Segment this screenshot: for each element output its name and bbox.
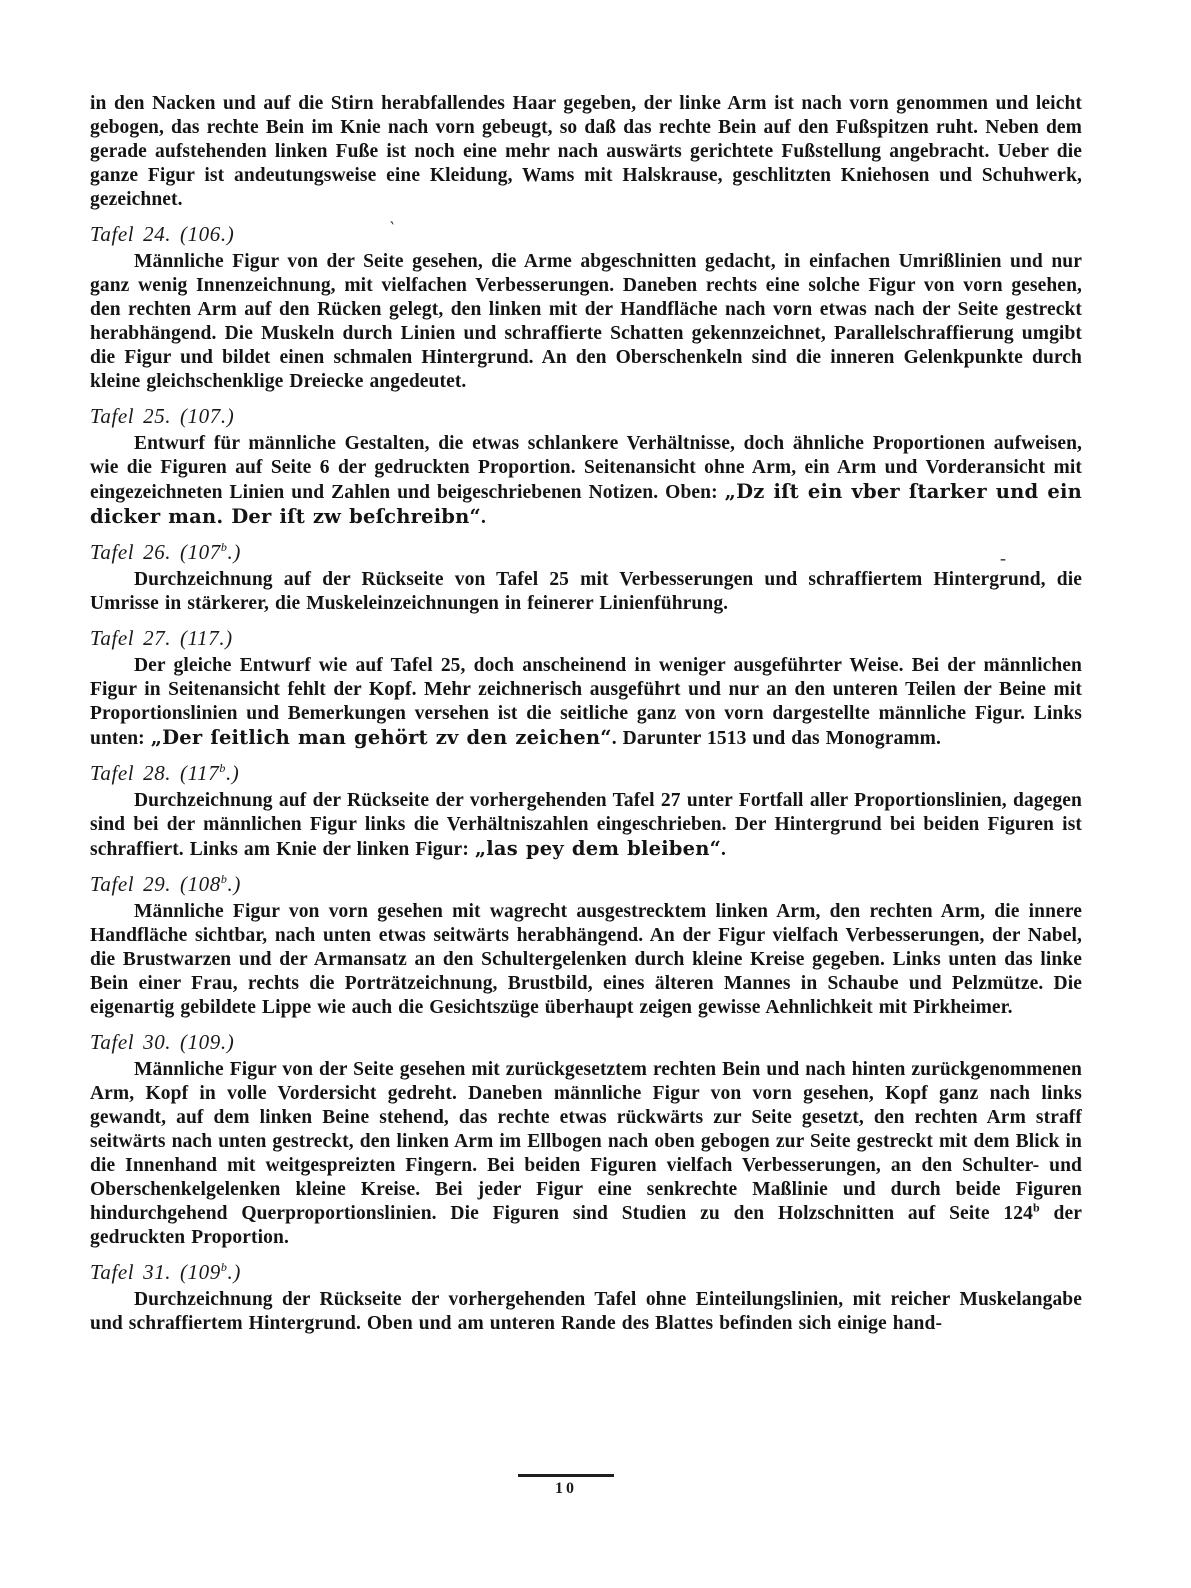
text-run: . [721, 839, 727, 860]
text-run: Männliche Figur von der Seite gesehen, die Arme abgeschnitten gedacht, in einfachen Umrißlinien und nur ganz wenig Innenzeichnung, mit vielfachen Verbesserungen. Daneben rechts eine solche Figur von vorn gesehen, den rechten Arm auf den Rücken gelegt, den linken mit der Handfläche nach vorn etwas nach der Seite gestreckt herabhängend. Die Muskeln durch Linien und schraffierte Schatten gekennzeichnet, Parallelschraffierung umgibt die Figur und bildet einen schmalen Hintergrund. An den Oberschenkeln sind die inneren Gelenkpunkte durch kleine gleichschenklige Dreiecke angedeutet. [90, 251, 1082, 392]
text-run: . Darunter 1513 und das Monogramm. [611, 728, 941, 749]
tafel-heading-31 [90, 1259, 1082, 1285]
heading-text: Tafel 29. (108 [90, 872, 221, 896]
heading-text: Tafel 30. (109 [90, 1030, 221, 1054]
tafel-paragraph-30 [90, 1058, 1082, 1250]
heading-text: .) [227, 872, 241, 896]
tafel-heading-30 [90, 1029, 1082, 1055]
tafel-heading-29 [90, 871, 1082, 897]
heading-superscript: b [220, 872, 228, 886]
fraktur-quote: „Der ſeitlich man gehört zv den zeichen“ [150, 726, 612, 749]
heading-text: .) [220, 1030, 235, 1054]
page-footer [500, 1474, 632, 1498]
tafel-paragraph-28 [90, 789, 1082, 862]
text-run: Männliche Figur von vorn gesehen mit wagrecht ausgestrecktem linken Arm, den rechten Arm, die innere Handfläche sichtbar, nach unten etwas seitwärts herabhängend. An der Figur vielfach Verbesserungen, der Nabel, die Brustwarzen und der Armansatz an den Schultergelenken durch kleine Kreise gegeben. Links unten das linke Bein einer Frau, rechts die Porträtzeichnung, Brustbild, eines älteren Mannes in Schaube und Pelzmütze. Die eigenartig gebildete Lippe wie auch die Gesichtszüge überhaupt zeigen gewisse Aehnlichkeit mit Pirkheimer. [90, 901, 1082, 1018]
heading-text: Tafel 25. (107 [90, 404, 221, 428]
text-run: Der gleiche Entwurf wie auf Tafel 25, doch anscheinend in weniger ausgeführter Weise. Bei der männlichen Figur in Seitenansicht fehlt der Kopf. Mehr zeichnerisch ausgeführt und nur an den unteren Teilen der Beine mit Proportionslinien und Bemerkungen versehen ist die seitliche ganz von vorn dargestellte männliche Figur. Links unten: [90, 655, 1082, 749]
tafel-paragraph-31 [90, 1288, 1082, 1336]
heading-text: .) [225, 761, 240, 785]
text-run: Durchzeichnung der Rückseite der vorhergehenden Tafel ohne Einteilungslinien, mit reicher Muskelangabe und schraffiertem Hintergrund. Oben und am unteren Rande des Blattes befinden sich einige hand- [90, 1289, 1082, 1334]
heading-text: .) [220, 404, 235, 428]
heading-text: Tafel 26. (107 [90, 540, 221, 564]
footer-rule [518, 1474, 614, 1477]
heading-text: .) [227, 1260, 241, 1284]
text-run: Durchzeichnung auf der Rückseite der vorhergehenden Tafel 27 unter Fortfall aller Proportionslinien, dagegen sind bei der männlichen Figur links die Verhältniszahlen eingeschrieben. Der Hintergrund bei beiden Figuren ist schraffiert. Links am Knie der linken Figur: [90, 790, 1082, 860]
heading-text: Tafel 31. (109 [90, 1260, 221, 1284]
tafel-heading-28 [90, 760, 1082, 786]
tafel-paragraph-27 [90, 654, 1082, 751]
heading-text: .) [219, 626, 233, 650]
scan-artifact-tick: ` [386, 217, 397, 239]
heading-superscript: b [219, 761, 226, 775]
heading-text: Tafel 24. (106 [90, 222, 221, 246]
text-run: Männliche Figur von der Seite gesehen mit zurückgesetztem rechten Bein und nach hinten zurückgenommenen Arm, Kopf in volle Vordersicht gedreht. Daneben männliche Figur von vorn gesehen, Kopf ganz nach links gewandt, auf dem linken Beine stehend, das rechte etwas rückwärts zur Seite gesetzt, den rechten Arm straff seitwärts nach unten gestreckt, den linken Arm im Ellbogen nach oben gebogen zur Seite gestreckt mit dem Blick in die Innenhand mit weitgespreizten Fingern. Bei beiden Figuren vielfach Verbesserungen, an den Schulter- und Oberschenkelgelenken kleine Kreise. Bei jeder Figur eine senkrechte Maßlinie und durch beide Figuren hindurchgehend Querproportionslinien. Die Figuren sind Studien zu den Holzschnitten auf Seite 124 [90, 1059, 1082, 1224]
text-run: Durchzeichnung auf der Rückseite von Tafel 25 mit Verbesserungen und schraffiertem Hintergrund, die Umrisse in stärkerer, die Muskeleinzeichnungen in feinerer Linienführung. [90, 569, 1082, 614]
tafel-heading-26 [90, 539, 1082, 565]
tafel-paragraph-29 [90, 900, 1082, 1020]
heading-text: Tafel 27. (117 [90, 626, 220, 650]
heading-superscript: b [220, 1260, 228, 1274]
page-number: 10 [555, 1480, 577, 1497]
superscript: b [1032, 1200, 1040, 1215]
tafel-heading-27 [90, 625, 1082, 651]
heading-text: .) [220, 222, 235, 246]
heading-text: Tafel 28. (117 [90, 761, 220, 785]
fraktur-quote: „las pey dem bleiben“ [474, 837, 722, 860]
intro-paragraph [90, 92, 1082, 212]
fraktur-quote: „Dz iſt ein vber ſtarker und ein dicker man. Der iſt zw beſchreibn“ [90, 480, 1082, 528]
tafel-paragraph-26 [90, 568, 1082, 616]
text-run: in den Nacken und auf die Stirn herabfallendes Haar gegeben, der linke Arm ist nach vorn genommen und leicht gebogen, das rechte Bein im Knie nach vorn gebeugt, so daß das rechte Bein auf den Fußspitzen ruht. Neben dem gerade aufstehenden linken Fuße ist noch eine mehr nach auswärts gerichtete Fußstellung angebracht. Ueber die ganze Figur ist andeutungsweise eine Kleidung, Wams mit Halskrause, geschlitzten Kniehosen und Schuhwerk, gezeichnet. [90, 93, 1082, 210]
scan-artifact-dash: - [1000, 548, 1006, 568]
text-run: der gedruckten Proportion. [90, 1203, 1082, 1248]
tafel-heading-25 [90, 403, 1082, 429]
text-run: Entwurf für männliche Gestalten, die etwas schlankere Verhältnisse, doch ähnliche Proportionen aufweisen, wie die Figuren auf Seite 6 der gedruckten Proportion. Seitenansicht ohne Arm, ein Arm und Vorderansicht mit eingezeichneten Linien und Zahlen und beigeschriebenen Notizen. Oben: [90, 433, 1082, 503]
page-text-block [90, 92, 1082, 1336]
tafel-paragraph-25 [90, 432, 1082, 530]
tafel-heading-24 [90, 221, 1082, 247]
tafel-paragraph-24 [90, 250, 1082, 394]
heading-superscript: b [220, 540, 228, 554]
heading-text: .) [227, 540, 241, 564]
text-run: . [480, 507, 486, 528]
